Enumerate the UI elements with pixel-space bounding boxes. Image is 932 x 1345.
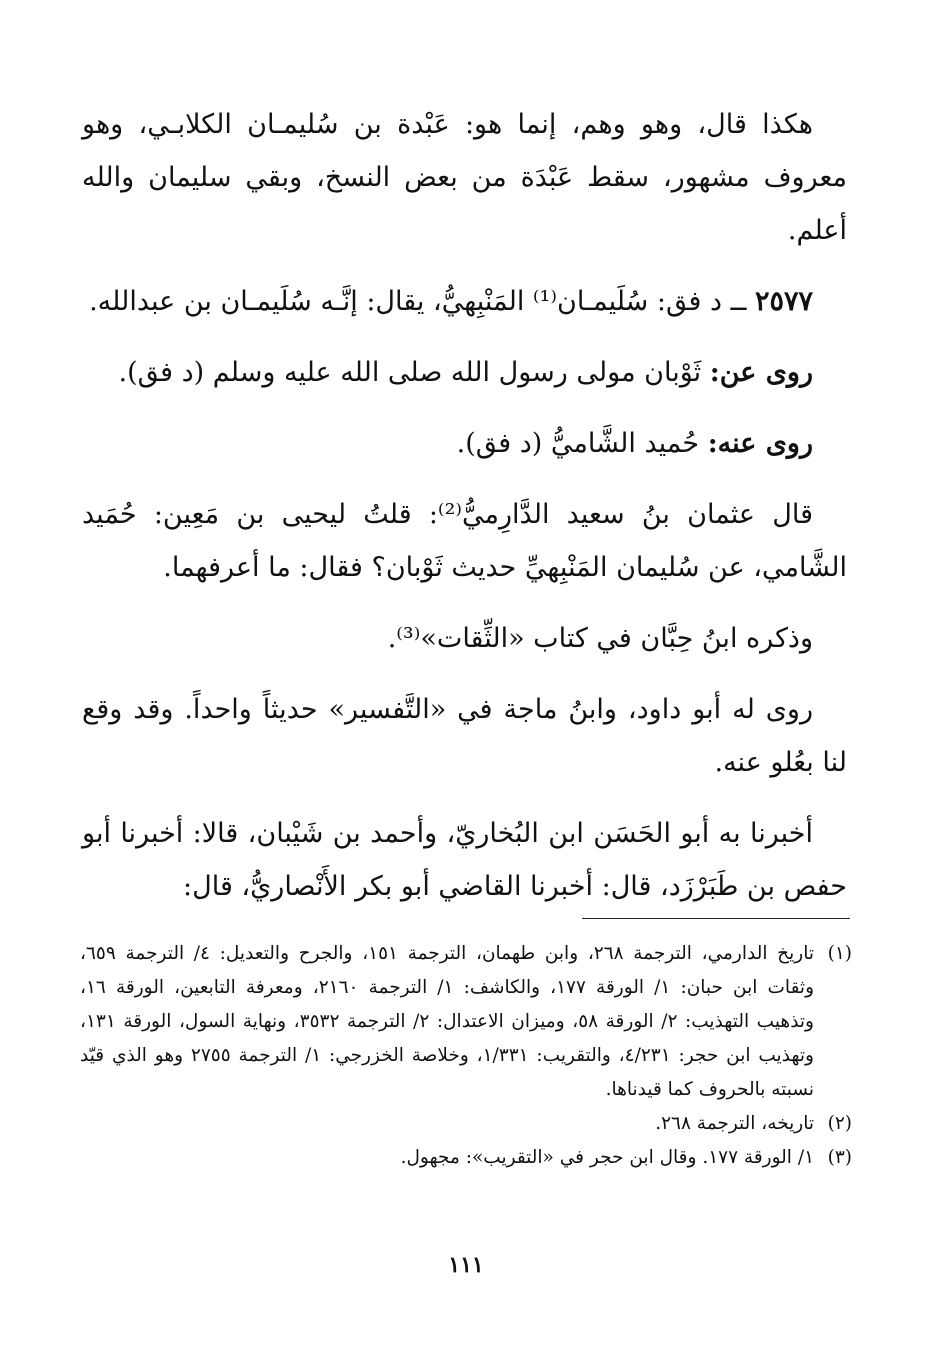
footnote-text: تاريخه، الترجمة ٢٦٨.: [655, 1113, 814, 1134]
page-number: ١١١: [448, 1252, 484, 1278]
footnote-number: (١): [827, 943, 852, 964]
paragraph-ibn-hibban: وذكره ابنُ حِبَّان في كتاب «الثِّقات»⁽³⁾.: [387, 623, 813, 654]
footnote-2: [80, 1107, 852, 1141]
paragraph-continuation: هكذا قال، وهو وهم، إنما هو: عَبْدة بن سُليمـان الكلابـي، وهو معروف مشهور، سقط عَبْدَة من بعض النسخ، وبقي سليمان والله أعلم.: [82, 109, 847, 246]
footnotes: [80, 937, 852, 1175]
entry-number: ٢٥٧٧: [754, 286, 813, 317]
paragraph-narrators: روى له أبو داود، وابنُ ماجة في «التَّفسير» حديثاً واحداً. وقد وقع لنا بعُلو عنه.: [82, 694, 847, 778]
entry-heading-paragraph: [82, 275, 847, 328]
footnote-number: (٣): [827, 1147, 852, 1168]
footnote-text: ١/ الورقة ١٧٧. وقال ابن حجر في «التقريب»: مجهول.: [400, 1147, 814, 1168]
footnote-3: [80, 1141, 852, 1175]
narrated-from-paragraph: [82, 346, 847, 399]
entry-text: ــ د فق: سُلَيمـان⁽¹⁾ المَنْبِهيُّ، يقال: إنَّـه سُلَيمـان بن عبدالله.: [89, 286, 755, 317]
footnote-number: (٢): [827, 1113, 852, 1134]
main-text: [82, 98, 847, 931]
narrated-by-label: روى عنه:: [707, 428, 813, 459]
narrated-from-label: روى عن:: [709, 357, 813, 388]
footnote-text: تاريخ الدارمي، الترجمة ٢٦٨، وابن طهمان، الترجمة ١٥١، والجرح والتعديل: ٤/ الترجمة ٦٥٩، وثقات ابن حبان: ١/ الورقة ١٧٧، والكاشف: ١/ الترجمة ٢١٦٠، ومعرفة التابعين، الورقة ١٦، وتذهيب التهذيب: ٢/ الورقة ٥٨، وميزان الاعتدال: ٢/ الترجمة ٣٥٣٢، ونهاية السول، الورقة ١٣١، وتهذيب ابن حجر: ٤/٢٣١، والتقريب: ١/٣٣١، وخلاصة الخزرجي: ١/ الترجمة ٢٧٥٥ وهو الذي قيّد نسبته بالحروف كما قيدناها.: [80, 943, 815, 1100]
footnote-divider: [582, 918, 850, 919]
paragraph-chain: أخبرنا به أبو الحَسَن ابن البُخاريّ، وأحمد بن شَيْبان، قالا: أخبرنا أبو حفص بن طَبَرْزَد، قال: أخبرنا القاضي أبو بكر الأَنْصاريُّ، قال:: [82, 818, 847, 902]
paragraph-darimi: قال عثمان بنُ سعيد الدَّارِميُّ⁽²⁾: قلتُ ليحيى بن مَعِين: حُمَيد الشَّامي، عن سُليمان المَنْبِهيِّ حديث ثَوْبان؟ فقال: ما أعرفهما.: [82, 499, 847, 583]
narrated-from-text: ثَوْبان مولى رسول الله صلى الله عليه وسلم (د فق).: [118, 357, 710, 388]
footnote-1: [80, 937, 852, 1107]
narrated-by-paragraph: [82, 417, 847, 470]
narrated-by-text: حُميد الشَّاميُّ (د فق).: [456, 428, 708, 459]
